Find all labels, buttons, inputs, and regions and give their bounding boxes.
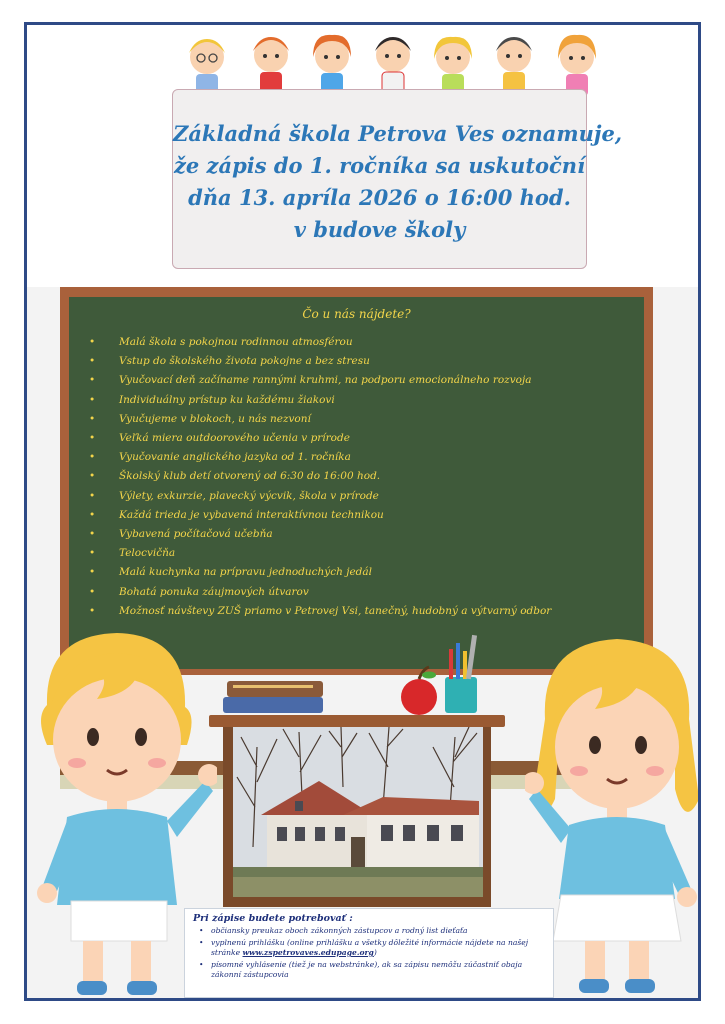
bullet-icon: • (89, 432, 96, 445)
list-item: • Vybavená počítačová učebňa (89, 525, 551, 544)
list-item: • Vyučovanie anglického jazyka od 1. ročníka (89, 448, 551, 467)
board-heading: Čo u nás nájdete? (302, 307, 411, 321)
list-item: • Výlety, exkurzie, plavecký výcvik, škola v prírode (89, 487, 551, 506)
bullet-icon: • (89, 336, 96, 348)
chalkboard (69, 297, 644, 669)
list-item: • Každá trieda je vybavená interaktívnou technikou (89, 506, 551, 525)
title-line-3: dňa 13. apríla 2026 o 16:00 hod. (188, 185, 571, 210)
list-item: • Malá škola s pokojnou rodinnou atmosférou (89, 333, 551, 352)
website-link[interactable]: www.zspetrovaves.edupage.org (242, 948, 374, 957)
bullet-icon: • (199, 937, 204, 947)
title-line-1: Základná škola Petrova Ves oznamuje, (173, 121, 623, 146)
list-item: • občiansky preukaz oboch zákonných zástupcov a rodný list dieťaťa (199, 926, 468, 935)
list-item: • Vyučujeme v blokoch, u nás nezvoní (89, 410, 551, 429)
bullet-icon: • (89, 547, 96, 560)
features-list (89, 333, 551, 621)
list-item: • Individuálny prístup ku každému žiakovi (89, 391, 551, 410)
requirements-title: Pri zápise budete potrebovať : (193, 913, 353, 924)
list-item: • Bohatá ponuka záujmových útvarov (89, 583, 551, 602)
bullet-icon: • (89, 566, 96, 579)
requirements-list (193, 926, 545, 981)
list-item: • Vstup do školského života pokojne a bez stresu (89, 352, 551, 371)
list-item: • Malá kuchynka na prípravu jednoduchých jedál (89, 563, 551, 582)
bullet-icon: • (89, 604, 96, 617)
bullet-icon: • (89, 412, 96, 425)
bullet-icon: • (89, 374, 96, 387)
list-item: • Veľká miera outdoorového učenia v prírode (89, 429, 551, 448)
bullet-icon: • (89, 355, 96, 368)
bullet-icon: • (89, 393, 96, 406)
announcement-box (172, 89, 623, 269)
list-item: • Školský klub detí otvorený od 6:30 do 16:00 hod. (89, 467, 551, 486)
bullet-icon: • (89, 451, 96, 464)
bullet-icon: • (89, 489, 96, 502)
list-item: • písomné vyhlásenie (tiež je na webstránke), ak sa zápisu nemôžu zúčastniť obaja zákonní zástupcovia (199, 959, 523, 979)
bullet-icon: • (89, 470, 96, 483)
list-item: • Telocvičňa (89, 544, 551, 563)
title-line-4: v budove školy (293, 217, 466, 242)
bullet-icon: • (89, 585, 96, 598)
bullet-icon: • (199, 959, 204, 969)
list-item: • Možnosť návštevy ZUŠ priamo v Petrovej Vsi, tanečný, hudobný a výtvarný odbor (89, 602, 551, 621)
bullet-icon: • (199, 926, 204, 935)
desk-top (209, 715, 505, 727)
school-building-photo (233, 727, 483, 897)
list-item: • Vyučovací deň začíname rannými kruhmi, na podporu emocionálneho rozvoja (89, 371, 551, 390)
title-line-2: že zápis do 1. ročníka sa uskutoční (173, 153, 586, 178)
bullet-icon: • (89, 528, 96, 541)
requirements-box (184, 908, 554, 998)
bullet-icon: • (89, 508, 96, 521)
poster-frame (24, 22, 701, 1001)
desk-items-illustration (223, 625, 493, 717)
list-item: • vyplnenú prihlášku (online prihlášku a všetky dôležité informácie nájdete na našej stránke www.zspetrovaves.edupage.org) (199, 937, 529, 957)
